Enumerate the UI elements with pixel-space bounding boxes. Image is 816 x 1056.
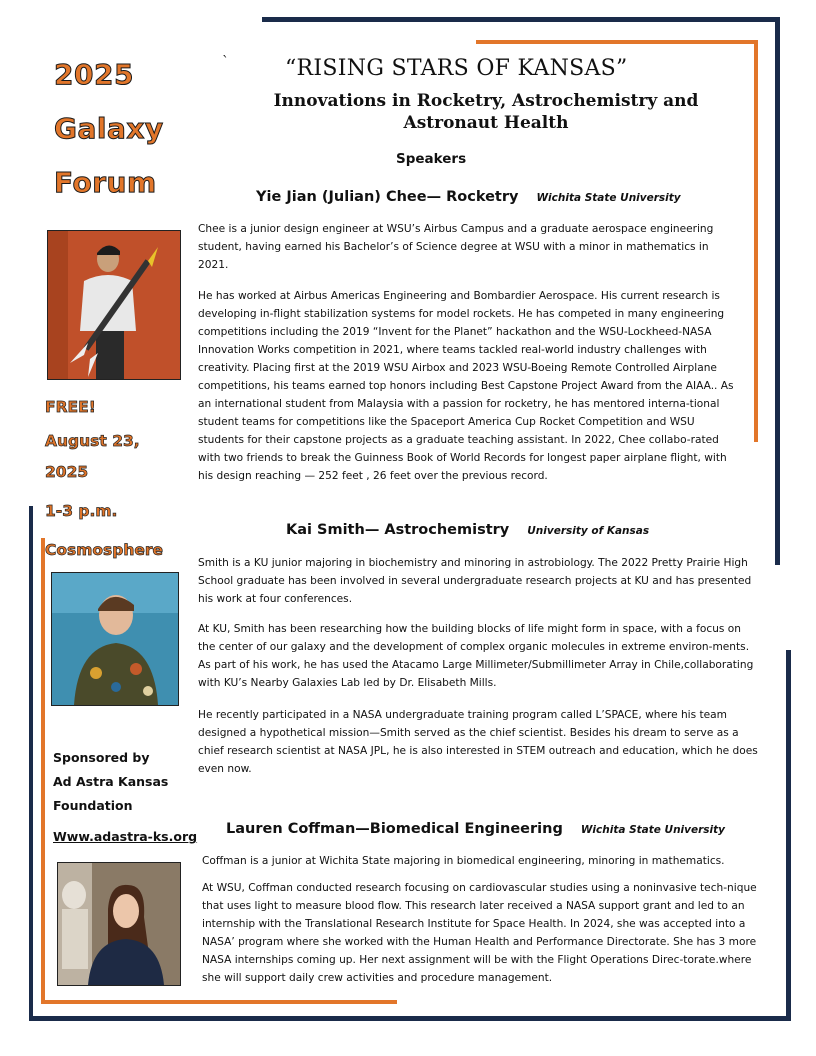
person-portrait-illustration (52, 573, 178, 705)
speaker-2-name: Kai Smith— Astrochemistry (286, 522, 510, 538)
sponsor-line-3: Foundation (53, 798, 133, 813)
speaker-1-heading (256, 189, 681, 205)
speaker-3-paragraph-2: At WSU, Coffman conducted research focusing on cardiovascular studies using a noninvasive tech-nique that uses light to measure blood flow. This research later received a NASA support grant and led to an internship with the Translational Research Institute for Space Health. In 2024, she was accepted into a NASA’ program where she worked with the Human Health and Performance Directorate. She has 3 more NASA internships coming up. Her next assignment will be with the Flight Operations Direc-torate.where she will support daily crew activities and procedure management. (202, 882, 757, 984)
person-portrait-illustration (58, 863, 180, 985)
frame-bottom-orange (41, 1000, 397, 1004)
event-year: 2025 (45, 463, 89, 481)
speaker-2-paragraph-3: He recently participated in a NASA undergraduate training program called L’SPACE, where his team designed a hypothetical mission—Smith served as the chief scientist. Besides his dream to serve as a chief research scientist at NASA JPL, he is also interested in STEM outreach and education, which he does even now. (198, 709, 758, 775)
frame-bottom-navy (29, 1016, 791, 1021)
photo-smith (51, 572, 179, 706)
speaker-1-paragraph-1: Chee is a junior design engineer at WSU’s Airbus Campus and a graduate aerospace engineering student, having earned his Bachelor’s of Science degree at WSU with a minor in mathematics in 2021. (198, 223, 714, 271)
speaker-1-name: Yie Jian (Julian) Chee— Rocketry (256, 189, 519, 205)
speaker-2-paragraph-1: Smith is a KU junior majoring in biochemistry and minoring in astrobiology. The 2022 Pretty Prairie High School graduate has been involved in several undergraduate research projects at KU and has presented his work at four conferences. (198, 557, 752, 605)
person-with-rocket-illustration (48, 231, 180, 379)
speaker-1-paragraph-2: He has worked at Airbus Americas Engineering and Bombardier Aerospace. His current research is developing in-flight stabilization systems for model rockets. He has competed in many engineering competitions including the 2019 “Invent for the Planet” hackathon and the WSU-Lockheed-NASA Innovation Works competition in 2021, where teams tackled real-world industry challenges with creativity. Placing first at the 2019 WSU Airbox and 2023 WSU-Boeing Remote Controlled Airplane competitions, his teams earned top honors including Best Capstone Project Award from the AIAA.. As an international student from Malaysia with a passion for rocketry, he has mentored interna-tional student teams for competitions like the Spaceport America Cup Rocket Competition and WSU students for their capstone projects as a graduate teaching assistant. In 2022, Chee collabo-rated with two friends to break the Guinness Book of World Records for longest paper airplane flight, with his design reaching — 252 feet , 26 feet over the previous record. (198, 290, 734, 482)
speaker-1-university: Wichita State University (536, 192, 681, 204)
frame-bottom-right-navy (786, 650, 791, 1021)
sponsor-line-1: Sponsored by (53, 750, 150, 765)
forum-year: 2025 (54, 58, 134, 91)
speaker-3-university: Wichita State University (580, 824, 726, 836)
frame-top-orange (476, 40, 758, 44)
speaker-3-paragraph-1: Coffman is a junior at Wichita State majoring in biomedical engineering, minoring in mathematics. (202, 855, 725, 867)
event-location: Cosmosphere (45, 541, 164, 559)
sponsor-line-2: Ad Astra Kansas (53, 774, 169, 789)
forum-galaxy: Galaxy (54, 112, 164, 145)
frame-left-orange (41, 538, 45, 1004)
photo-coffman (57, 862, 181, 986)
speaker-2-paragraph-2: At KU, Smith has been researching how the building blocks of life might form in space, with a focus on the center of our galaxy and the development of complex organic molecules in extreme environ-ments. As part of his work, he has used the Atacamo Large Millimeter/Submillimeter Array in Chile,collaborating with KU’s Nearby Galaxies Lab led by Dr. Elisabeth Mills. (198, 623, 754, 689)
forum-forum: Forum (54, 166, 157, 199)
frame-top-navy (262, 17, 780, 22)
event-time: 1-3 p.m. (45, 502, 118, 520)
speaker-3-heading (226, 821, 725, 837)
page-title: “RISING STARS OF KANSAS” (285, 56, 628, 81)
photo-chee (47, 230, 181, 380)
page-subtitle: Innovations in Rocketry, Astrochemistry and Astronaut Health (273, 91, 699, 133)
speaker-2-university: University of Kansas (527, 525, 650, 537)
event-free: FREE! (45, 398, 96, 416)
speaker-3-name: Lauren Coffman—Biomedical Engineering (226, 821, 563, 837)
frame-right-navy (775, 17, 780, 565)
frame-left-navy (29, 506, 33, 1020)
frame-right-orange (754, 40, 758, 442)
event-date: August 23, (45, 432, 140, 450)
sponsor-url-link[interactable]: Www.adastra-ks.org (53, 829, 198, 844)
stray-tick-mark: ` (222, 54, 229, 70)
speaker-2-heading (286, 522, 649, 538)
speakers-heading: Speakers (396, 151, 467, 167)
